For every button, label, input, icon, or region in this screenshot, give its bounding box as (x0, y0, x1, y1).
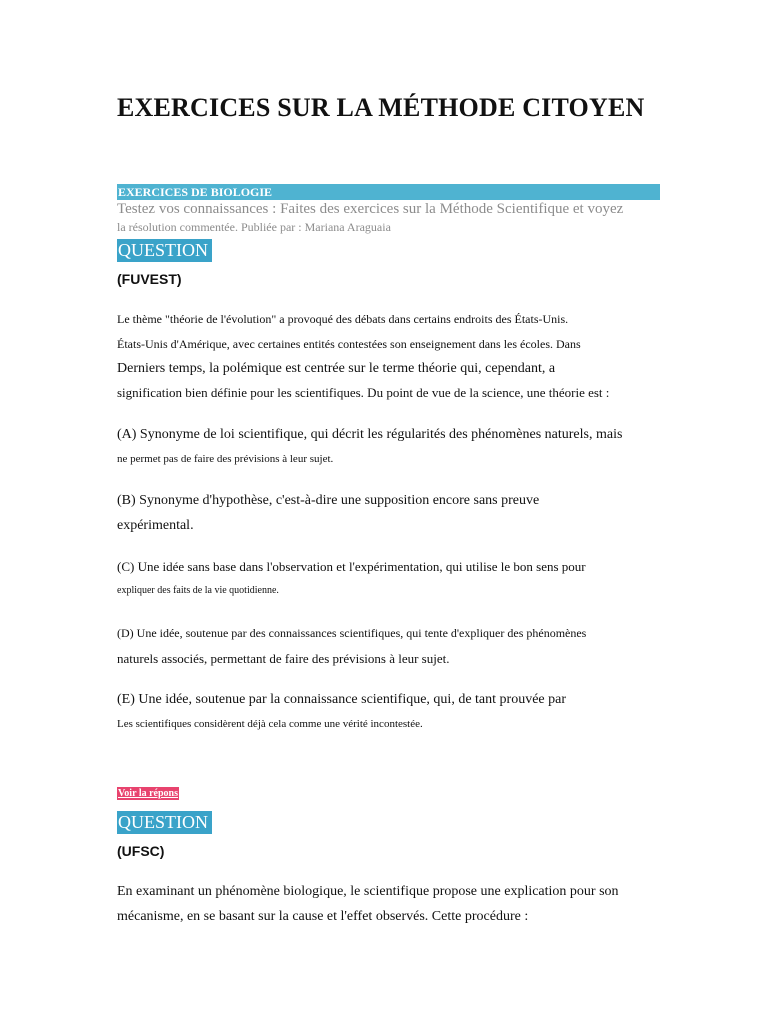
option-d-line: naturels associés, permettant de faire des prévisions à leur sujet. (117, 651, 450, 666)
question-text-line: États-Unis d'Amérique, avec certaines entités contestées son enseignement dans les écoles. Dans (117, 337, 581, 351)
question-text-line: En examinant un phénomène biologique, le scientifique propose une explication pour son (117, 884, 619, 899)
option-b-line: expérimental. (117, 518, 194, 533)
question-source: (UFSC) (117, 843, 165, 859)
question-source: (FUVEST) (117, 271, 182, 287)
option-c-line: expliquer des faits de la vie quotidienne. (117, 585, 279, 596)
question-text-line: mécanisme, en se basant sur la cause et l'effet observés. Cette procédure : (117, 909, 529, 924)
option-e-line: (E) Une idée, soutenue par la connaissance scientifique, qui, de tant prouvée par (117, 692, 566, 707)
option-c-line: (C) Une idée sans base dans l'observation et l'expérimentation, qui utilise le bon sens pour (117, 559, 586, 574)
show-answer-link[interactable]: Voir la répons (118, 788, 179, 799)
question-badge: QUESTION (117, 811, 212, 834)
article-byline: la résolution commentée. Publiée par : Mariana Araguaia (117, 220, 391, 234)
article-subtitle: Testez vos connaissances : Faites des exercices sur la Méthode Scientifique et voyez (117, 201, 624, 217)
option-d-line: (D) Une idée, soutenue par des connaissances scientifiques, qui tente d'expliquer des phénomènes (117, 626, 587, 640)
option-e-line: Les scientifiques considèrent déjà cela comme une vérité incontestée. (117, 718, 423, 730)
question-badge: QUESTION (117, 239, 212, 262)
option-a-line: (A) Synonyme de loi scientifique, qui décrit les régularités des phénomènes naturels, mais (117, 427, 623, 442)
question-text-line: signification bien définie pour les scientifiques. Du point de vue de la science, une théorie est : (117, 385, 610, 400)
page-title: EXERCICES SUR LA MÉTHODE CITOYEN (117, 93, 645, 122)
question-text-line: Derniers temps, la polémique est centrée sur le terme théorie qui, cependant, a (117, 361, 556, 376)
option-a-line: ne permet pas de faire des prévisions à leur sujet. (117, 453, 334, 465)
option-b-line: (B) Synonyme d'hypothèse, c'est-à-dire une supposition encore sans preuve (117, 493, 540, 508)
category-bar: EXERCICES DE BIOLOGIE (117, 184, 660, 200)
question-text-line: Le thème "théorie de l'évolution" a provoqué des débats dans certains endroits des États-Unis. (117, 312, 569, 326)
